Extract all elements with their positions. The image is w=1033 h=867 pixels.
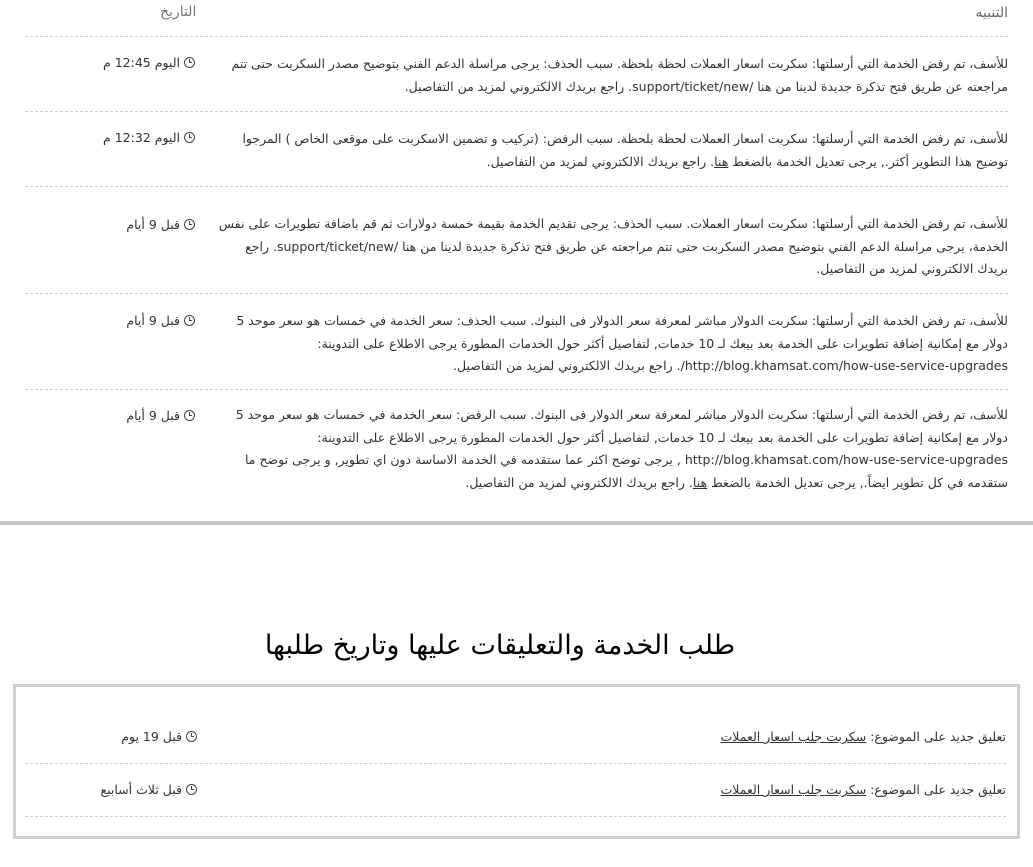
comment-date: قبل ثلاث أسابيع	[25, 782, 197, 797]
clock-icon	[186, 731, 197, 742]
topic-link[interactable]: سكربت جلب اسعار العملات	[720, 782, 867, 797]
section-title: طلب الخدمة والتعليقات عليها وتاريخ طلبها	[264, 630, 736, 661]
notification-date: قبل 9 أيام	[25, 313, 195, 328]
section-divider	[0, 521, 1033, 525]
notification-date: اليوم 12:45 م	[25, 55, 195, 70]
header-date: التاريخ	[160, 4, 197, 20]
comment-row	[25, 711, 1006, 764]
header-alert: التنبيه	[975, 5, 1008, 21]
comment-text: تعليق جديد على الموضوع: سكربت جلب اسعار العملات	[720, 782, 1006, 797]
comment-row	[25, 764, 1006, 817]
comment-date: قبل 19 يوم	[25, 729, 197, 744]
notification-row	[25, 112, 1008, 187]
topic-link[interactable]: سكربت جلب اسعار العملات	[720, 729, 867, 744]
notification-date: قبل 9 أيام	[25, 408, 195, 423]
clock-icon	[184, 410, 195, 421]
notification-text: للأسف، تم رفض الخدمة التي أرسلتها: سكربت الدولار مباشر لمعرفة سعر الدولار فى البنوك. سبب الرفض: سعر الخدمة في خمسات هو سعر موحد 5 دولار مع إمكانية إضافة تطويرات على الخدمة بعد بيعك لـ 10 خدمات, لتفاصيل أكثر حول الخدمات المطورة يرجى الاطلاع على التدوينة: http://blog.khamsat.com/how-use-service-upgrades , يرجى توضح اكثر عما ستقدمه في الخدمة الاساسة دون اي تطوير, و يرجى توضح ما ستقدمه في كل تطوير ايضاً., يرجى تعديل الخدمة بالضغط هنا. راجع بريدك الالكتروني لمزيد من التفاصيل.	[235, 407, 1008, 490]
notification-text: للأسف، تم رفض الخدمة التي أرسلتها: سكربت اسعار العملات لحظة بلحظة. سبب الحذف: يرجى مراسلة الدعم الفني بتوضيح مصدر السكربت حتى تتم مراجعته عن طريق فتح تذكرة جديدة لدينا من هنا /support/ticket/new. راجع بريدك الالكتروني لمزيد من التفاصيل.	[231, 56, 1008, 94]
edit-service-link[interactable]: هنا	[692, 474, 708, 490]
clock-icon	[184, 132, 195, 143]
table-header	[25, 0, 1008, 37]
notification-row	[25, 187, 1008, 294]
comment-text: تعليق جديد على الموضوع: سكربت جلب اسعار العملات	[720, 729, 1006, 744]
notification-text: للأسف، تم رفض الخدمة التي أرسلتها: سكربت اسعار العملات. سبب الحذف: يرجى تقديم الخدمة بقيمة خمسة دولارات ثم قم باضافة تطويرات على نفس الخدمة، يرجى مراسلة الدعم الفني بتوضيح مصدر السكربت حتى تتم مراجعته عن طريق فتح تذكرة جديدة لدينا من هنا /support/ticket/new. راجع بريدك الالكتروني لمزيد من التفاصيل.	[218, 216, 1008, 276]
notification-row	[25, 294, 1008, 390]
notification-row	[25, 390, 1008, 511]
notification-text: للأسف، تم رفض الخدمة التي أرسلتها: سكربت الدولار مباشر لمعرفة سعر الدولار فى البنوك. سبب الحذف: سعر الخدمة في خمسات هو سعر موحد 5 دولار مع إمكانية إضافة تطويرات على الخدمة بعد بيعك لـ 10 خدمات, لتفاصيل أكثر حول الخدمات المطورة يرجى الاطلاع على التدوينة: http://blog.khamsat.com/how-use-service-upgrades/. راجع بريدك الالكتروني لمزيد من التفاصيل.	[236, 313, 1008, 373]
clock-icon	[186, 784, 197, 795]
edit-service-link[interactable]: هنا	[714, 153, 729, 169]
clock-icon	[184, 219, 195, 230]
notification-date: اليوم 12:32 م	[25, 130, 195, 145]
notification-date: قبل 9 أيام	[25, 217, 195, 232]
clock-icon	[184, 315, 195, 326]
notification-text: للأسف، تم رفض الخدمة التي أرسلتها: سكربت اسعار العملات لحظة بلحظة. سبب الرفض: (تركيب و تضمين الاسكربت على موقعى الخاص ) المرجوا توضيح هذا التطوير أكثر., يرجى تعديل الخدمة بالضغط هنا. راجع بريدك الالكتروني لمزيد من التفاصيل.	[242, 131, 1008, 169]
comments-box	[13, 684, 1020, 839]
notification-row	[25, 37, 1008, 112]
clock-icon	[184, 57, 195, 68]
